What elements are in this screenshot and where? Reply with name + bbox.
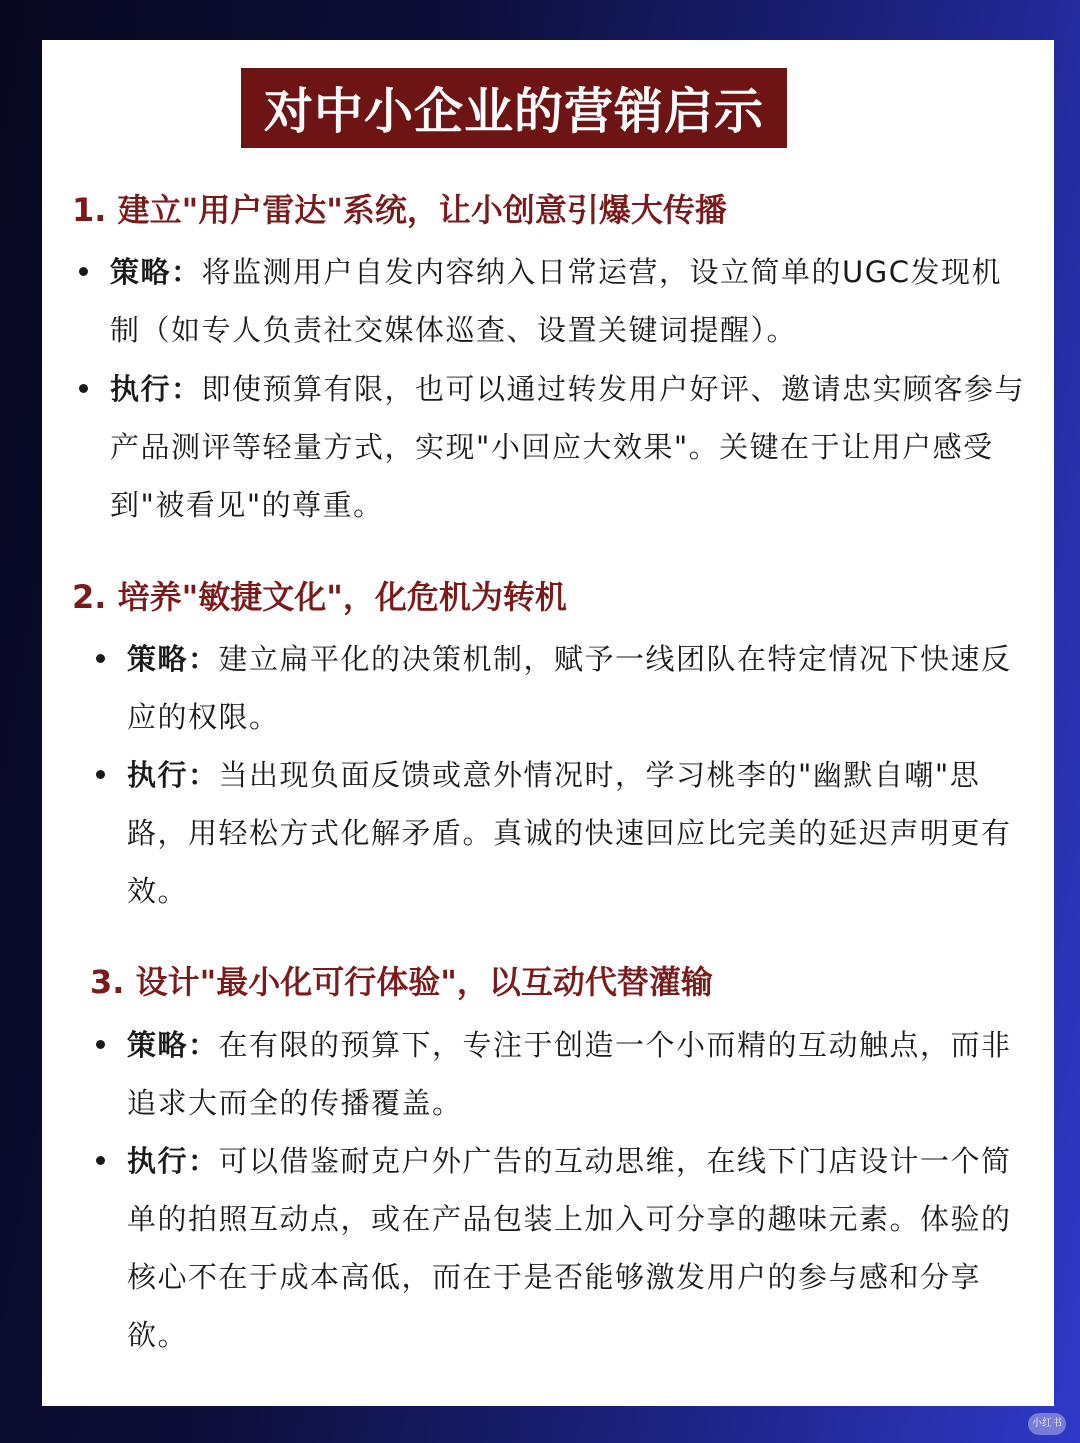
section-heading-3: 3. 设计"最小化可行体验"，以互动代替灌输 — [90, 963, 713, 1001]
bullet-label: 策略： — [110, 255, 202, 289]
bullet-execution-1 — [110, 360, 1030, 534]
bullet-text: 可以借鉴耐克户外广告的互动思维，在线下门店设计一个简单的拍照互动点，或在产品包装上加入可分享的趣味元素。体验的核心不在于成本高低，而在于是否能够激发用户的参与感和分享欲。 — [127, 1144, 1012, 1352]
bullet-dot — [96, 1040, 105, 1049]
watermark-badge: 小红书 — [1028, 1413, 1066, 1435]
content-card — [42, 40, 1054, 1406]
bullet-text: 在有限的预算下，专注于创造一个小而精的互动触点，而非追求大而全的传播覆盖。 — [127, 1028, 1012, 1120]
bullet-strategy-3 — [127, 1016, 1032, 1132]
section-heading-1: 1. 建立"用户雷达"系统，让小创意引爆大传播 — [72, 191, 727, 229]
section-heading-2: 2. 培养"敏捷文化"，化危机为转机 — [72, 578, 567, 616]
bullet-strategy-2 — [127, 630, 1032, 746]
bullet-dot — [96, 1156, 105, 1165]
title-banner — [241, 68, 787, 148]
bullet-text: 建立扁平化的决策机制，赋予一线团队在特定情况下快速反应的权限。 — [127, 642, 1012, 734]
bullet-text: 将监测用户自发内容纳入日常运营，设立简单的UGC发现机制（如专人负责社交媒体巡查、设置关键词提醒）。 — [110, 255, 1002, 347]
bullet-dot — [79, 384, 88, 393]
bullet-dot — [96, 770, 105, 779]
bullet-label: 执行： — [110, 372, 202, 406]
bullet-execution-2 — [127, 746, 1032, 920]
bullet-text: 当出现负面反馈或意外情况时，学习桃李的"幽默自嘲"思路，用轻松方式化解矛盾。真诚的快速回应比完美的延迟声明更有效。 — [127, 758, 1012, 908]
bullet-label: 执行： — [127, 1144, 219, 1178]
page-title: 对中小企业的营销启示 — [263, 83, 764, 140]
bullet-dot — [79, 267, 88, 276]
bullet-strategy-1 — [110, 243, 1030, 359]
bullet-dot — [96, 654, 105, 663]
bullet-label: 策略： — [127, 642, 219, 676]
bullet-text: 即使预算有限，也可以通过转发用户好评、邀请忠实顾客参与产品测评等轻量方式，实现"小回应大效果"。关键在于让用户感受到"被看见"的尊重。 — [110, 372, 1026, 522]
bullet-label: 策略： — [127, 1028, 219, 1062]
bullet-execution-3 — [127, 1132, 1032, 1364]
bullet-label: 执行： — [127, 758, 219, 792]
